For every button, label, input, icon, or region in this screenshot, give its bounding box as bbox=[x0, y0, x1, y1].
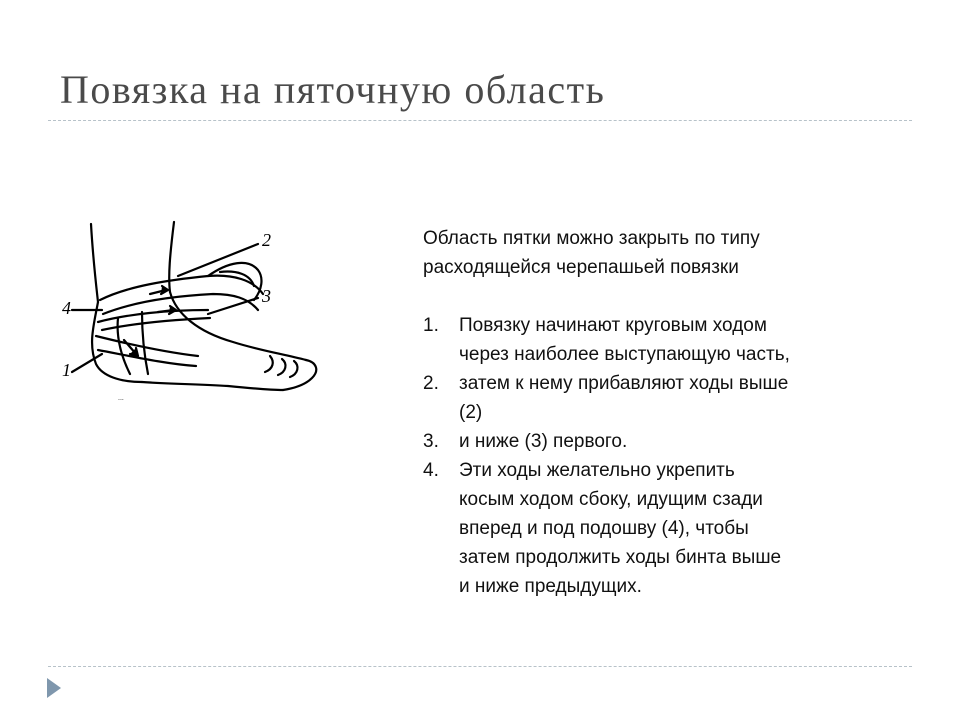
step-line: затем продолжить ходы бинта выше bbox=[459, 547, 782, 568]
step-item bbox=[423, 427, 893, 456]
step-number: 2. bbox=[423, 373, 439, 394]
callout-2: 2 bbox=[262, 230, 271, 250]
footer-divider bbox=[48, 666, 912, 667]
intro-line: Область пятки можно закрыть по типу bbox=[423, 228, 760, 249]
step-line: затем к нему прибавляют ходы выше bbox=[459, 373, 789, 394]
step-item bbox=[423, 369, 893, 427]
intro-text bbox=[423, 224, 893, 282]
step-item bbox=[423, 311, 893, 369]
intro-line: расходящейся черепашьей повязки bbox=[423, 257, 739, 278]
step-line: через наиболее выступающую часть, bbox=[459, 344, 790, 365]
step-line: Эти ходы желательно укрепить bbox=[459, 460, 735, 481]
callout-3: 3 bbox=[262, 286, 271, 306]
step-line: Повязку начинают круговым ходом bbox=[459, 315, 767, 336]
steps-list bbox=[423, 311, 893, 601]
step-item bbox=[423, 456, 893, 601]
slide-title: Повязка на пяточную область bbox=[60, 67, 606, 112]
callout-4: 4 bbox=[62, 298, 71, 318]
illustration-caption: ... bbox=[118, 395, 124, 402]
play-arrow-icon[interactable] bbox=[46, 677, 62, 699]
slide-body bbox=[423, 224, 893, 601]
step-line: и ниже (3) первого. bbox=[459, 431, 628, 452]
step-line: вперед и под подошву (4), чтобы bbox=[459, 518, 749, 539]
step-number: 4. bbox=[423, 460, 439, 481]
step-number: 1. bbox=[423, 315, 439, 336]
step-number: 3. bbox=[423, 431, 439, 452]
step-line: (2) bbox=[459, 402, 483, 423]
title-divider bbox=[48, 120, 912, 121]
step-line: и ниже предыдущих. bbox=[459, 576, 642, 597]
foot-bandage-illustration bbox=[58, 214, 328, 404]
callout-1: 1 bbox=[62, 360, 71, 380]
step-line: косым ходом сбоку, идущим сзади bbox=[459, 489, 763, 510]
